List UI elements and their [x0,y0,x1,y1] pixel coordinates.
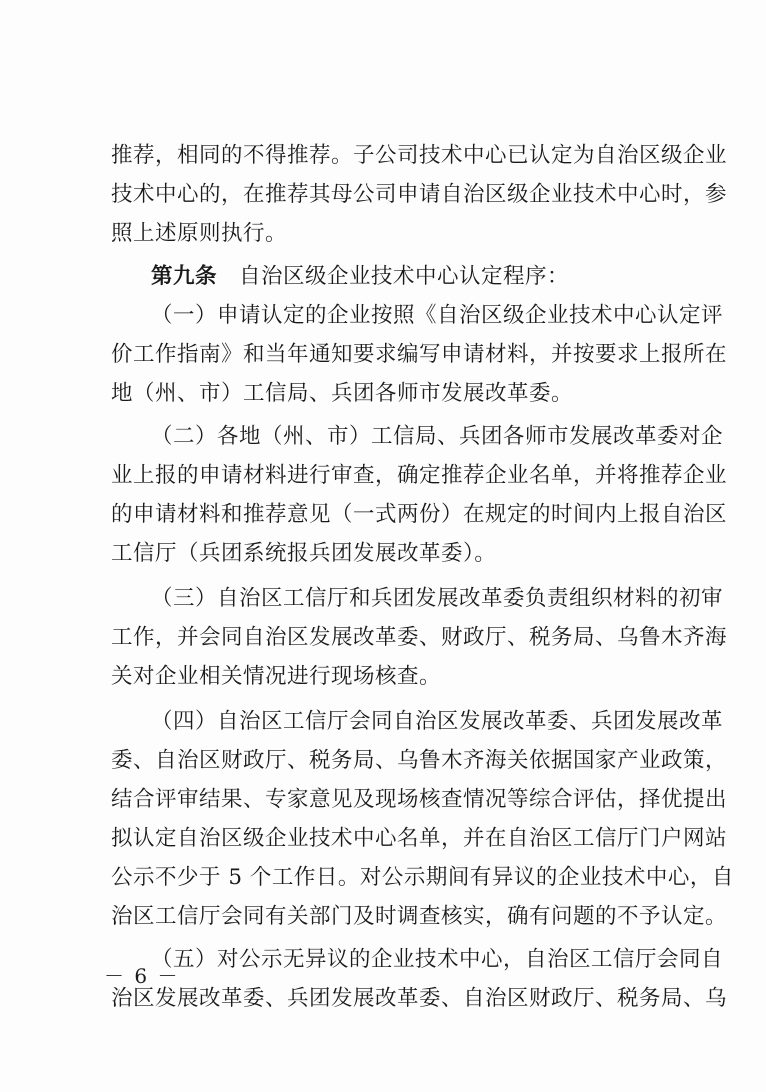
text-line: 工信厅（兵团系统报兵团发展改革委）。 [111,541,497,566]
text-line: 结合评审结果、专家意见及现场核查情况等综合评估，择优提出 [111,787,728,812]
text-line: （一）申请认定的企业按照《自治区级企业技术中心认定评 [151,303,724,328]
text-line: 治区发展改革委、兵团发展改革委、自治区财政厅、税务局、乌 [111,986,728,1011]
text-line: 推荐，相同的不得推荐。子公司技术中心已认定为自治区级企业 [111,143,728,168]
document-body [111,136,734,1018]
article-label: 第九条 [151,264,218,289]
article-title: 自治区级企业技术中心认定程序： [239,264,570,289]
text-line: 技术中心的，在推荐其母公司申请自治区级企业技术中心时，参 [111,182,728,207]
text-line: 拟认定自治区级企业技术中心名单，并在自治区工信厅门户网站 [111,826,728,851]
text-line: 关对企业相关情况进行现场核查。 [111,664,442,689]
text-line: 公示不少于 5 个工作日。对公示期间有异议的企业技术中心，自 [111,865,734,890]
text-line: 地（州、市）工信局、兵团各师市发展改革委。 [111,381,574,406]
text-line: 业上报的申请材料进行审查，确定推荐企业名单，并将推荐企业 [111,463,728,488]
text-line: 委、自治区财政厅、税务局、乌鲁木齐海关依据国家产业政策， [111,748,728,773]
article-heading [111,257,671,296]
text-line: （二）各地（州、市）工信局、兵团各师市发展改革委对企 [151,424,724,449]
text-line: （四）自治区工信厅会同自治区发展改革委、兵团发展改革 [151,709,724,734]
text-line: （三）自治区工信厅和兵团发展改革委负责组织材料的初审 [151,586,724,611]
text-line: 的申请材料和推荐意见（一式两份）在规定的时间内上报自治区 [111,502,728,527]
text-line: 工作，并会同自治区发展改革委、财政厅、税务局、乌鲁木齐海 [111,625,728,650]
text-line: （五）对公示无异议的企业技术中心，自治区工信厅会同自 [151,947,724,972]
text-line: 治区工信厅会同有关部门及时调查核实，确有问题的不予认定。 [111,904,728,929]
page-number: － 6 － [104,964,180,988]
text-line: 价工作指南》和当年通知要求编写申请材料，并按要求上报所在 [111,342,728,367]
text-line: 照上述原则执行。 [111,221,288,246]
